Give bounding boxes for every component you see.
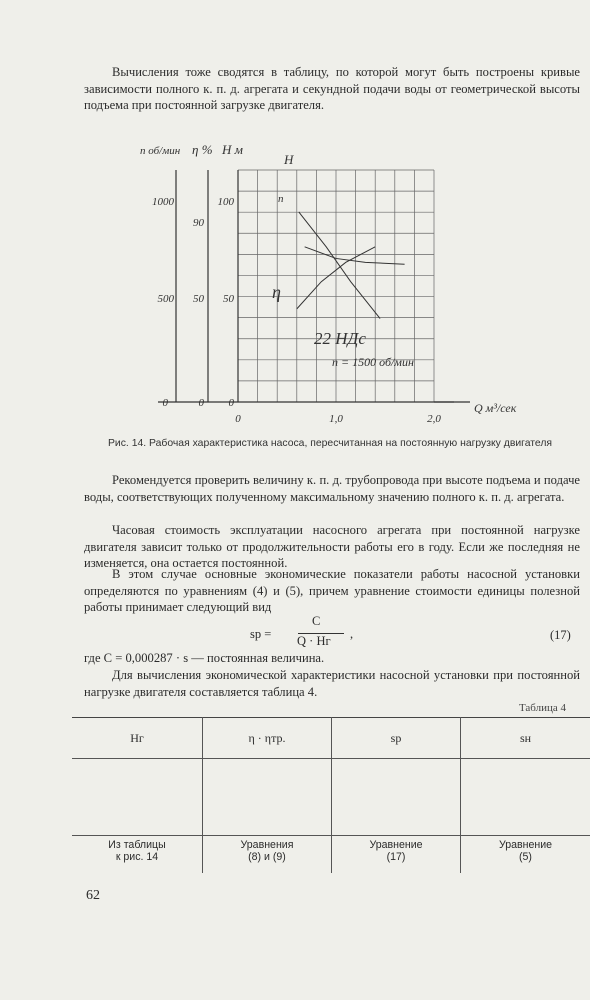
tick-h-100: 100 <box>217 196 234 208</box>
x-axis-label: Q м³/сек <box>474 401 517 415</box>
source-line: Уравнения <box>240 839 294 851</box>
source-line: (8) и (9) <box>248 851 286 863</box>
pump-characteristic-chart <box>118 130 538 430</box>
axis-h-label: H м <box>222 142 243 157</box>
table-source-cell <box>72 836 203 874</box>
table-label: Таблица 4 <box>518 702 566 714</box>
tick-eta-90: 90 <box>193 217 204 229</box>
formula-numerator: C <box>312 614 321 628</box>
paragraph-table-intro: Для вычисления экономической характеристики насосной установки при постоянной нагрузке двигателя составляется таблица 4. <box>84 668 580 699</box>
formula-comma: , <box>350 627 354 641</box>
chart-curves <box>297 212 405 319</box>
speed-annotation: n = 1500 об/мин <box>332 355 414 369</box>
formula-denominator: Q · Hг <box>297 634 331 648</box>
formula-17 <box>250 614 450 654</box>
paragraph-constant: где C = 0,000287 · s — постоянная величина. <box>84 651 325 665</box>
tick-n-0: 0 <box>162 397 168 409</box>
curve-label-h: H <box>284 152 294 167</box>
tick-x-2: 2,0 <box>427 413 441 425</box>
axis-eta-label: η % <box>192 142 213 157</box>
table-header-sp: sp <box>332 718 461 759</box>
curve-label-n: n <box>278 193 284 205</box>
pump-type-annotation: 22 НДс <box>314 329 366 348</box>
tick-n-1000: 1000 <box>152 196 174 208</box>
source-line: к рис. 14 <box>115 851 159 863</box>
formula-lhs: sp = <box>250 627 272 641</box>
paragraph-economics: В этом случае основные экономические показатели работы насосной установки определяются по уравнениям (4) и (5), причем уравнение стоимости единицы полезной работы принимает следующий вид <box>84 567 580 614</box>
source-line: Уравнение <box>369 839 423 851</box>
paragraph-intro: Вычисления тоже сводятся в таблицу, по которой могут быть построены кривые зависимости полного к. п. д. агрегата и секундной подачи воды от геометрической высоты подъема при постоянной загрузке двигателя. <box>84 65 580 112</box>
source-line: (17) <box>386 851 406 863</box>
table-cell <box>203 759 332 836</box>
table-4 <box>72 717 590 873</box>
tick-eta-0: 0 <box>198 397 204 409</box>
page-number: 62 <box>86 888 100 903</box>
table-source-row <box>72 836 590 874</box>
paragraph-hourly-cost: Часовая стоимость эксплуатации насосного агрегата при постоянной нагрузке двигателя зависит только от продолжительности работы его в году. Если же последняя не изменяется, она остается постоянной. <box>84 523 580 570</box>
source-line: (5) <box>519 851 532 863</box>
table-cell <box>461 759 590 836</box>
tick-h-50: 50 <box>223 293 234 305</box>
source-line: Уравнение <box>498 839 553 851</box>
paragraph-recommend: Рекомендуется проверить величину к. п. д. трубопровода при высоте подъема и подаче воды, соответствующих полученному максимальному значению полного к. п. д. агрегата. <box>84 473 580 504</box>
table-empty-row <box>72 759 590 836</box>
tick-h-0: 0 <box>228 397 234 409</box>
curve-label-eta: η <box>272 282 281 302</box>
figure-caption: Рис. 14. Рабочая характеристика насоса, пересчитанная на постоянную нагрузку двигателя <box>107 438 553 449</box>
series-line-h <box>299 212 380 319</box>
tick-x-1: 1,0 <box>329 413 343 425</box>
table-source-cell <box>332 836 461 874</box>
tick-x-0: 0 <box>235 413 241 425</box>
table-header-eta: η · ηтр. <box>203 718 332 759</box>
equation-number: (17) <box>550 628 571 642</box>
tick-n-500: 500 <box>157 293 174 305</box>
tick-eta-50: 50 <box>193 293 204 305</box>
table-cell <box>72 759 203 836</box>
table-source-cell <box>461 836 590 874</box>
table-header-sn: sн <box>461 718 590 759</box>
source-line: Из таблицы <box>108 839 166 851</box>
series-line-n <box>305 247 405 264</box>
table-cell <box>332 759 461 836</box>
table-header-hg: Hг <box>72 718 203 759</box>
table-header-row <box>72 718 590 759</box>
table-source-cell <box>203 836 332 874</box>
axis-n-label: n об/мин <box>140 145 181 157</box>
